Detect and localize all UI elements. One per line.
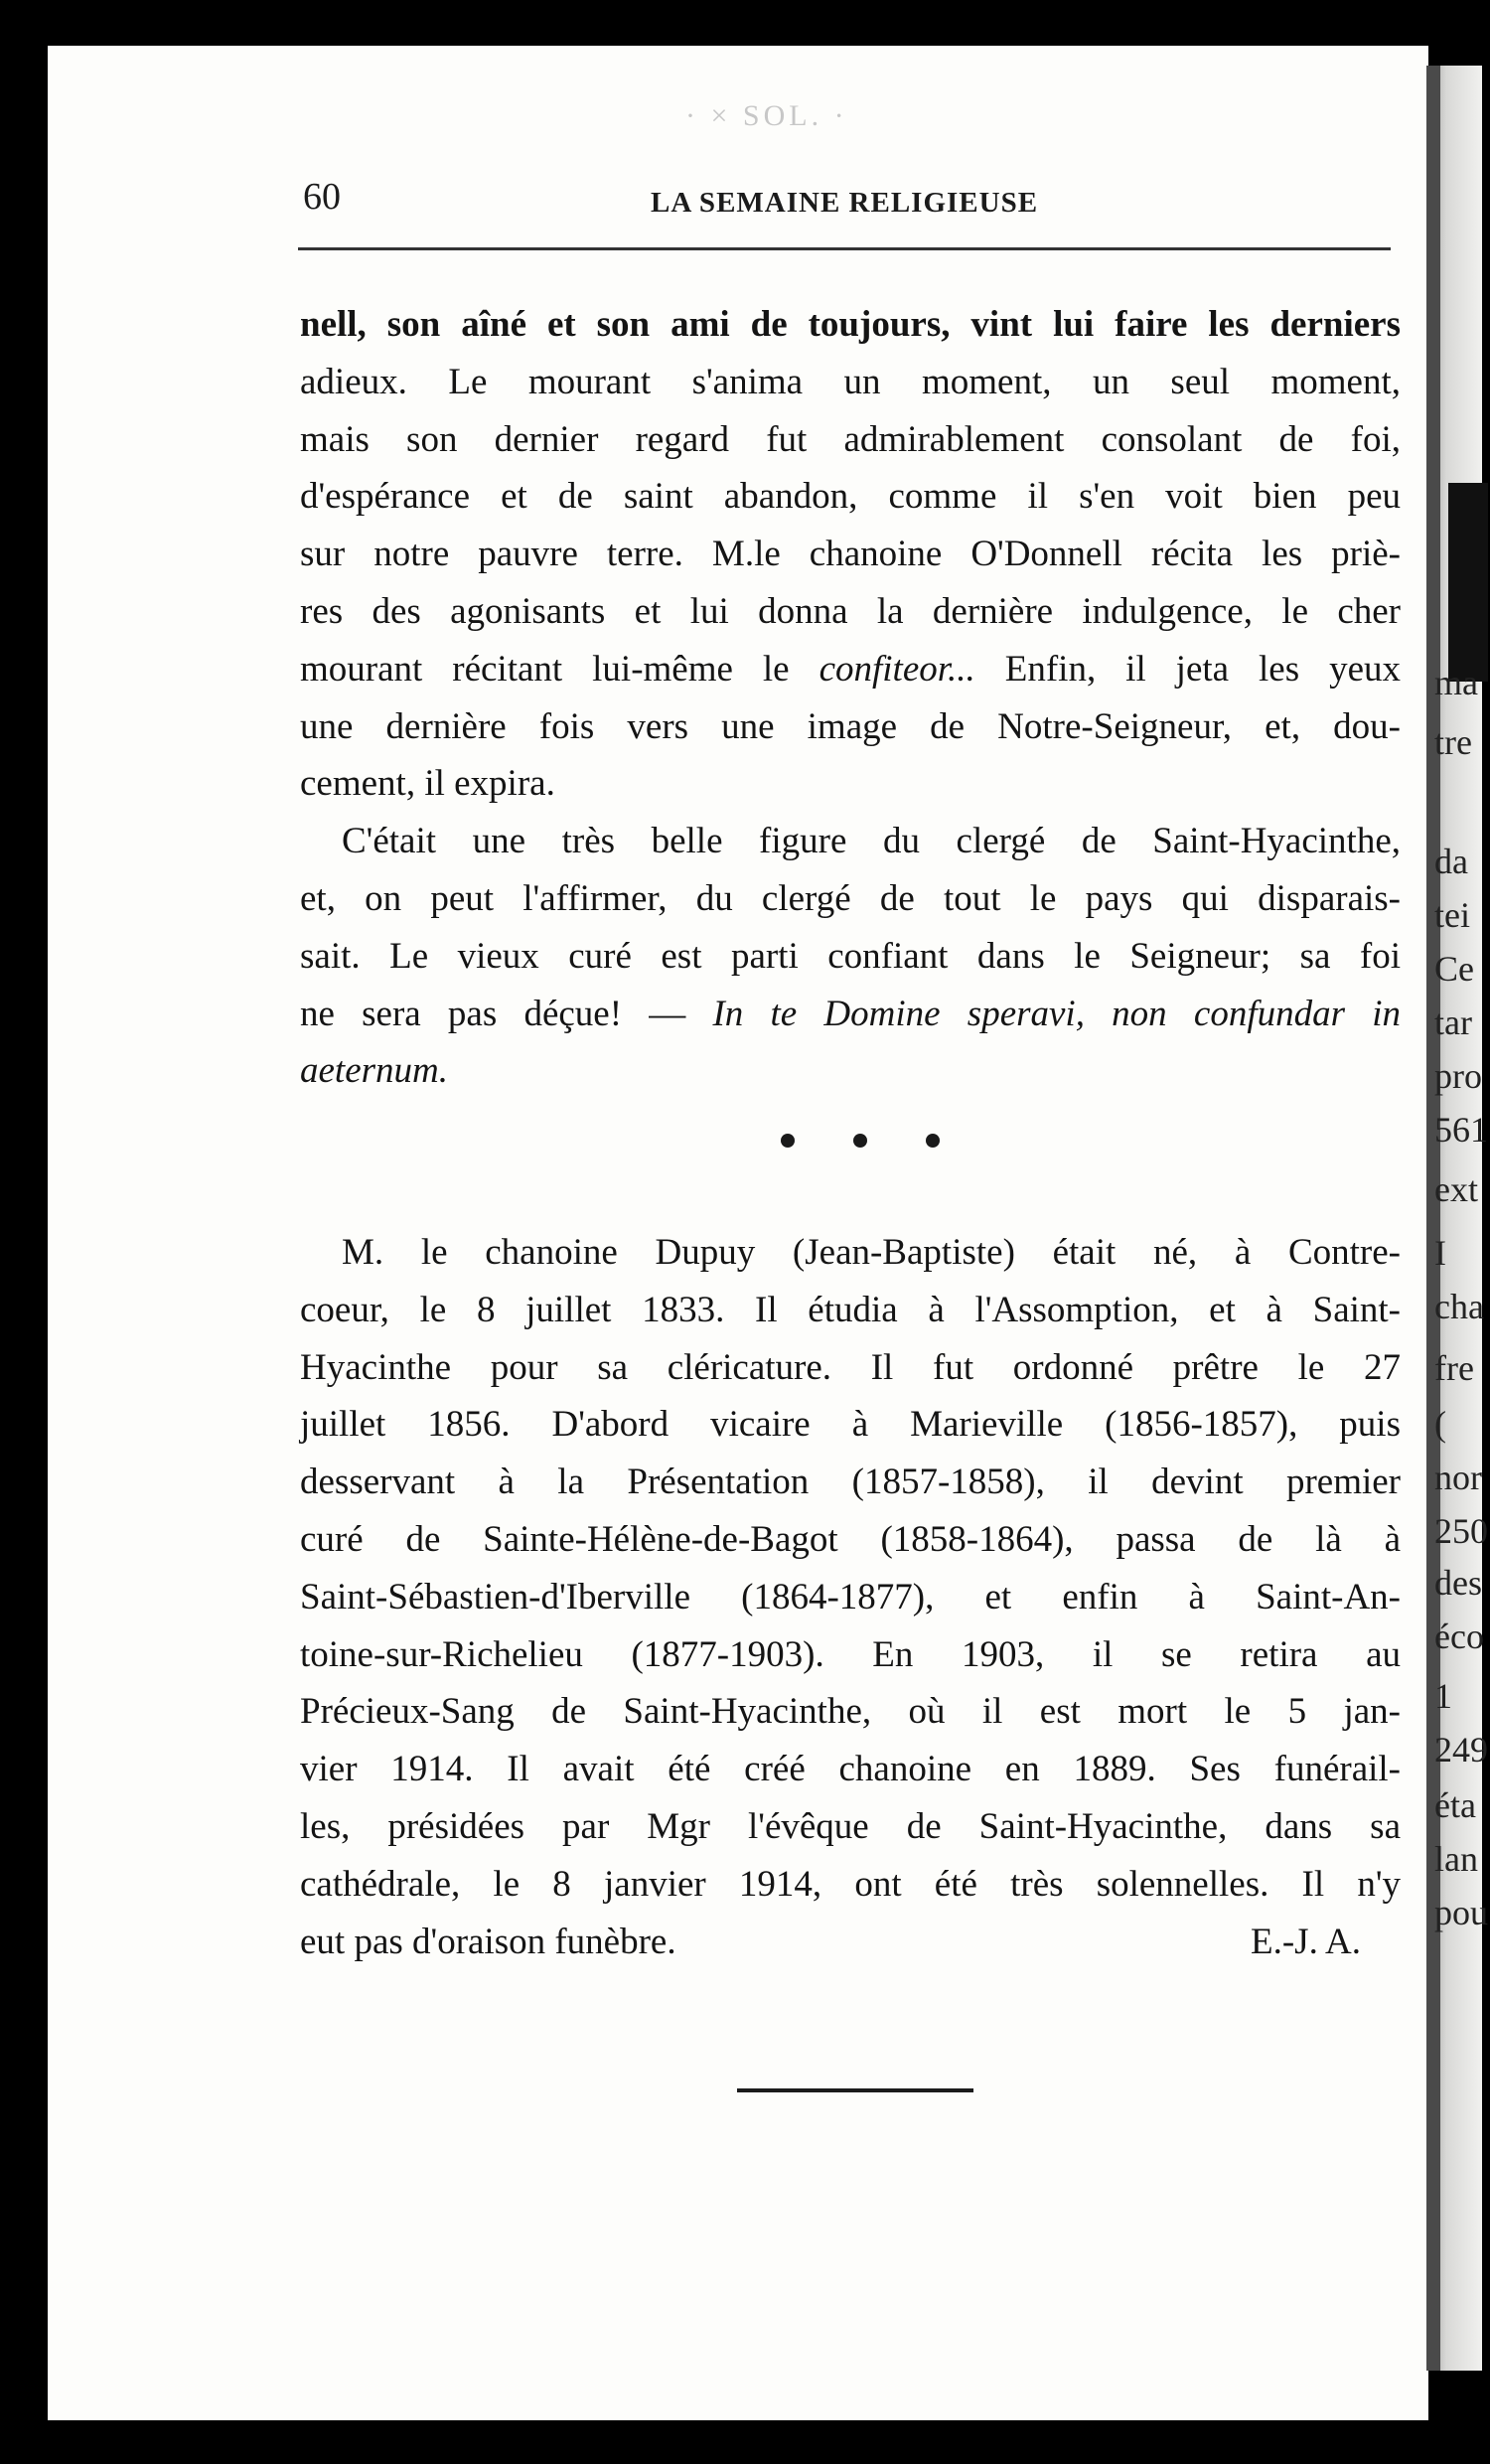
adjacent-page-fragment: éco: [1434, 1617, 1484, 1656]
adjacent-page-fragment: tei: [1434, 895, 1470, 935]
adjacent-page-fragment: I: [1434, 1233, 1446, 1273]
ornament-dot: [781, 1134, 795, 1148]
page-header: [303, 175, 1396, 225]
text-line: cement, il expira.: [300, 763, 555, 805]
adjacent-page-fragment: da: [1434, 842, 1468, 881]
text-line: adieux. Le mourant s'anima un moment, un seul moment,: [300, 361, 1401, 402]
adjacent-page-fragment: tre: [1434, 722, 1472, 762]
text-line: C'était une très belle figure du clergé de Saint-Hyacinthe,: [342, 821, 1401, 862]
adjacent-page-fragment: ma: [1434, 663, 1478, 702]
text-line: et, on peut l'affirmer, du clergé de tout le pays qui disparais-: [300, 877, 1401, 919]
section-ornament: [781, 1121, 940, 1160]
ornament-dot: [926, 1134, 940, 1148]
text-line: mourant récitant lui-même le confiteor... Enfin, il jeta les yeux: [300, 648, 1402, 690]
text-line: les, présidées par Mgr l'évêque de Saint-Hyacinthe, dans sa: [300, 1805, 1401, 1847]
adjacent-page-fragment: éta: [1434, 1785, 1476, 1825]
text-line: [300, 1042, 1401, 1100]
running-title: LA SEMAINE RELIGIEUSE: [651, 187, 1039, 219]
adjacent-page-fragment: des: [1434, 1563, 1482, 1603]
latin-term: confiteor...: [819, 648, 975, 690]
text-line: desservant à la Présentation (1857-1858), il devint premier: [300, 1462, 1401, 1503]
adjacent-page-fragment: 1: [1434, 1676, 1452, 1716]
text-line: juillet 1856. D'abord vicaire à Marieville (1856-1857), puis: [300, 1404, 1401, 1446]
adjacent-page-fragment: ext: [1434, 1169, 1478, 1209]
end-rule: [737, 2088, 973, 2092]
text-line: res des agonisants et lui donna la dernière indulgence, le cher: [300, 590, 1401, 632]
text-line: ne sera pas déçue! — In te Domine speravi, non confundar in: [300, 993, 1401, 1034]
adjacent-page-drop-cap: [1448, 483, 1488, 682]
text-line: vier 1914. Il avait été créé chanoine en 1889. Ses funérail-: [300, 1749, 1401, 1790]
adjacent-page-fragment: 250: [1434, 1511, 1488, 1551]
adjacent-page-fragment: Ce: [1434, 949, 1474, 989]
text-line: sait. Le vieux curé est parti confiant dans le Seigneur; sa foi: [300, 935, 1401, 977]
text-line: toine-sur-Richelieu (1877-1903). En 1903, il se retira au: [300, 1633, 1401, 1675]
text-line: M. le chanoine Dupuy (Jean-Baptiste) était né, à Contre-: [342, 1232, 1401, 1273]
text-line: sur notre pauvre terre. M.le chanoine O'Donnell récita les priè-: [300, 534, 1401, 575]
adjacent-page-fragment: fre: [1434, 1348, 1474, 1388]
text-line: d'espérance et de saint abandon, comme il s'en voit bien peu: [300, 476, 1401, 518]
author-signature: E.-J. A.: [1251, 1921, 1361, 1962]
text-line: Précieux-Sang de Saint-Hyacinthe, où il est mort le 5 jan-: [300, 1691, 1401, 1733]
text-line: mais son dernier regard fut admirablement consolant de foi,: [300, 418, 1401, 460]
page-gutter-shadow: [1426, 66, 1440, 2371]
adjacent-page-fragment: 561: [1434, 1110, 1488, 1150]
latin-quote-end: aeternum.: [300, 1050, 448, 1092]
text-line: cathédrale, le 8 janvier 1914, ont été très solennelles. Il n'y: [300, 1863, 1401, 1905]
text-line: nell, son aîné et son ami de toujours, vint lui faire les derniers: [300, 304, 1401, 345]
adjacent-page-fragment: (: [1434, 1404, 1446, 1444]
text-line: Saint-Sébastien-d'Iberville (1864-1877), et enfin à Saint-An-: [300, 1576, 1401, 1617]
text-line: Hyacinthe pour sa cléricature. Il fut ordonné prêtre le 27: [300, 1346, 1401, 1388]
adjacent-page-fragment: tar: [1434, 1002, 1472, 1042]
text-line: eut pas d'oraison funèbre. E.-J. A.: [300, 1914, 1401, 1971]
adjacent-page-fragment: 249: [1434, 1730, 1488, 1770]
text-line: une dernière fois vers une image de Notre-Seigneur, et, dou-: [300, 705, 1401, 747]
header-rule: [298, 247, 1391, 250]
article-body: [300, 296, 1401, 1100]
adjacent-page-fragment: pou: [1434, 1893, 1488, 1932]
latin-quote: In te Domine speravi, non confundar in: [712, 993, 1401, 1034]
adjacent-page-fragment: cha: [1434, 1287, 1484, 1326]
text-line: coeur, le 8 juillet 1833. Il étudia à l'Assomption, et à Saint-: [300, 1289, 1401, 1330]
faint-bleed-through-text: · × SOL. ·: [685, 99, 848, 132]
adjacent-page-edge: [1426, 66, 1488, 2371]
adjacent-page-fragment: nor: [1434, 1458, 1482, 1497]
obituary-paragraph: [300, 1224, 1401, 1970]
ornament-dot: [853, 1134, 867, 1148]
page-number: 60: [303, 176, 341, 218]
adjacent-page-fragment: pro: [1434, 1056, 1482, 1096]
text-line: curé de Sainte-Hélène-de-Bagot (1858-1864), passa de là à: [300, 1518, 1401, 1560]
adjacent-page-fragment: lan: [1434, 1839, 1478, 1879]
